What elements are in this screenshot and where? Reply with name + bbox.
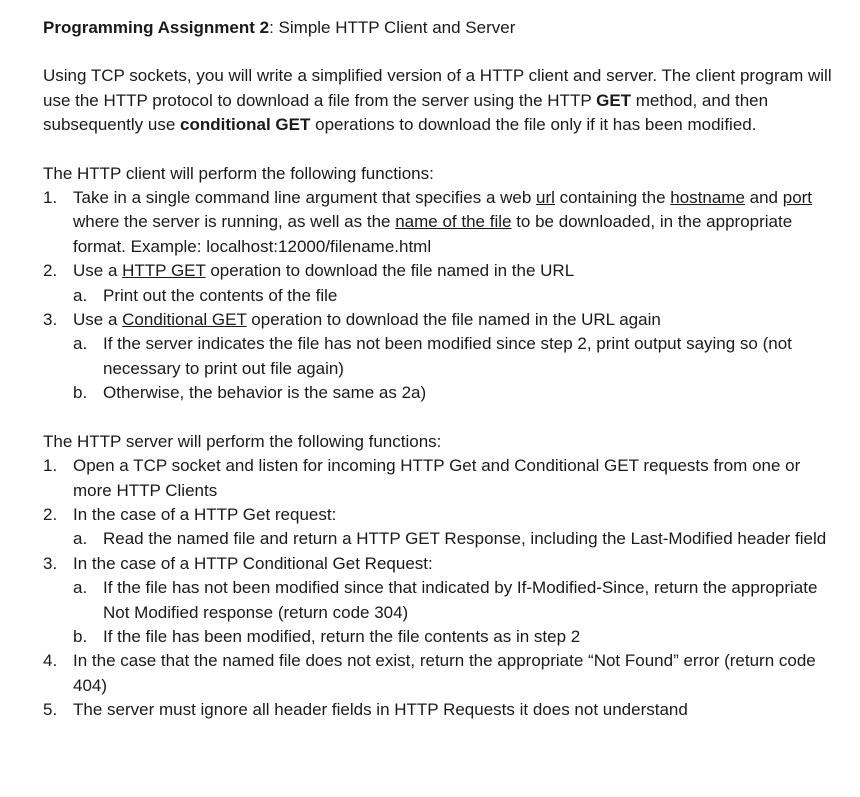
list-number: 3. <box>43 553 58 573</box>
title-bold: Programming Assignment 2 <box>43 18 270 37</box>
server-item-3a <box>43 576 843 625</box>
list-letter: a. <box>73 578 88 598</box>
server-item-1 <box>43 454 843 503</box>
client-functions-list-cont <box>43 308 843 332</box>
port-term: port <box>782 188 813 208</box>
list-number: 2. <box>43 261 58 281</box>
conditional-get-term: Conditional GET <box>122 310 247 330</box>
server-item-3b <box>43 625 843 649</box>
client-item-2 <box>43 259 843 283</box>
client-item-1-text: containing the <box>554 188 671 208</box>
server-item-5-text: The server must ignore all header fields in HTTP Requests it does not understand <box>73 700 688 720</box>
client-item-2a-text: Print out the contents of the file <box>103 285 338 305</box>
client-item-3b-text: Otherwise, the behavior is the same as 2a) <box>103 383 427 403</box>
client-item-3-text: Use a <box>73 310 123 330</box>
title-rest: : Simple HTTP Client and Server <box>269 18 516 37</box>
list-letter: b. <box>73 626 88 646</box>
server-item-5 <box>43 698 843 722</box>
server-item-3 <box>43 552 843 576</box>
document-title <box>43 16 843 40</box>
intro-text-3: operations to download the file only if it has been modified. <box>310 115 757 135</box>
server-item-3-sublist <box>43 576 843 649</box>
hostname-term: hostname <box>670 188 745 208</box>
server-item-2a-text: Read the named file and return a HTTP GET Response, including the Last-Modified header field <box>103 529 827 549</box>
client-item-1-text: and <box>744 188 783 208</box>
list-number: 5. <box>43 700 58 720</box>
server-section-lead: The HTTP server will perform the following functions: <box>43 431 442 451</box>
client-item-3-sublist <box>43 332 843 405</box>
client-item-1 <box>43 186 843 259</box>
list-number: 3. <box>43 310 58 330</box>
client-item-3 <box>43 308 843 332</box>
server-functions-list <box>43 454 843 527</box>
url-term: url <box>536 188 555 208</box>
client-item-1-text: Take in a single command line argument that specifies a web <box>73 188 537 208</box>
server-item-4-text: In the case that the named file does not exist, return the appropriate “Not Found” error (return code 404) <box>73 651 816 695</box>
client-item-3a <box>43 332 843 381</box>
intro-paragraph <box>43 64 843 137</box>
server-item-3a-text: If the file has not been modified since that indicated by If-Modified-Since, return the appropriate Not Modified response (return code 304) <box>103 578 818 622</box>
intro-text-1: Using TCP sockets, you will write a simplified version of a HTTP client and server. The client program will use the HTTP protocol to download a file from the server using the HTTP <box>43 66 832 110</box>
list-number: 2. <box>43 504 58 524</box>
intro-get-bold: GET <box>596 90 632 110</box>
client-item-2a <box>43 284 843 308</box>
client-item-2-text: operation to download the file named in the URL <box>205 261 575 281</box>
name-of-file-term: name of the file <box>395 212 512 232</box>
client-item-1-text: to be downloaded, in the appropriate format. Example: localhost:12000/filename.html <box>73 212 793 256</box>
client-item-2-text: Use a <box>73 261 123 281</box>
list-letter: a. <box>73 529 88 549</box>
client-functions-list <box>43 186 843 284</box>
list-number: 1. <box>43 456 58 476</box>
http-get-term: HTTP GET <box>122 261 206 281</box>
intro-conditional-get-bold: conditional GET <box>180 115 311 135</box>
client-section-lead: The HTTP client will perform the following functions: <box>43 163 434 183</box>
server-item-2-text: In the case of a HTTP Get request: <box>73 504 337 524</box>
client-item-3-text: operation to download the file named in the URL again <box>246 310 661 330</box>
server-item-3b-text: If the file has been modified, return the file contents as in step 2 <box>103 626 581 646</box>
client-item-3b <box>43 381 843 405</box>
intro-text-2: method, and then subsequently use <box>43 90 769 135</box>
server-item-2-sublist <box>43 527 843 551</box>
section-gap <box>43 406 843 430</box>
server-item-2 <box>43 503 843 527</box>
server-item-1-text: Open a TCP socket and listen for incoming HTTP Get and Conditional GET requests from one or more HTTP Clients <box>73 456 801 500</box>
list-number: 1. <box>43 188 58 208</box>
client-item-1-text: where the server is running, as well as the <box>73 212 396 232</box>
server-functions-list-end <box>43 649 843 722</box>
list-letter: b. <box>73 383 88 403</box>
document-page <box>43 16 843 723</box>
client-item-2-sublist <box>43 284 843 308</box>
client-item-3a-text: If the server indicates the file has not been modified since step 2, print output saying so (not necessary to print out file again) <box>103 334 792 378</box>
server-functions-list-cont <box>43 552 843 576</box>
server-item-2a <box>43 527 843 551</box>
list-number: 4. <box>43 651 58 671</box>
server-item-4 <box>43 649 843 698</box>
server-item-3-text: In the case of a HTTP Conditional Get Request: <box>73 553 433 573</box>
list-letter: a. <box>73 285 88 305</box>
list-letter: a. <box>73 334 88 354</box>
